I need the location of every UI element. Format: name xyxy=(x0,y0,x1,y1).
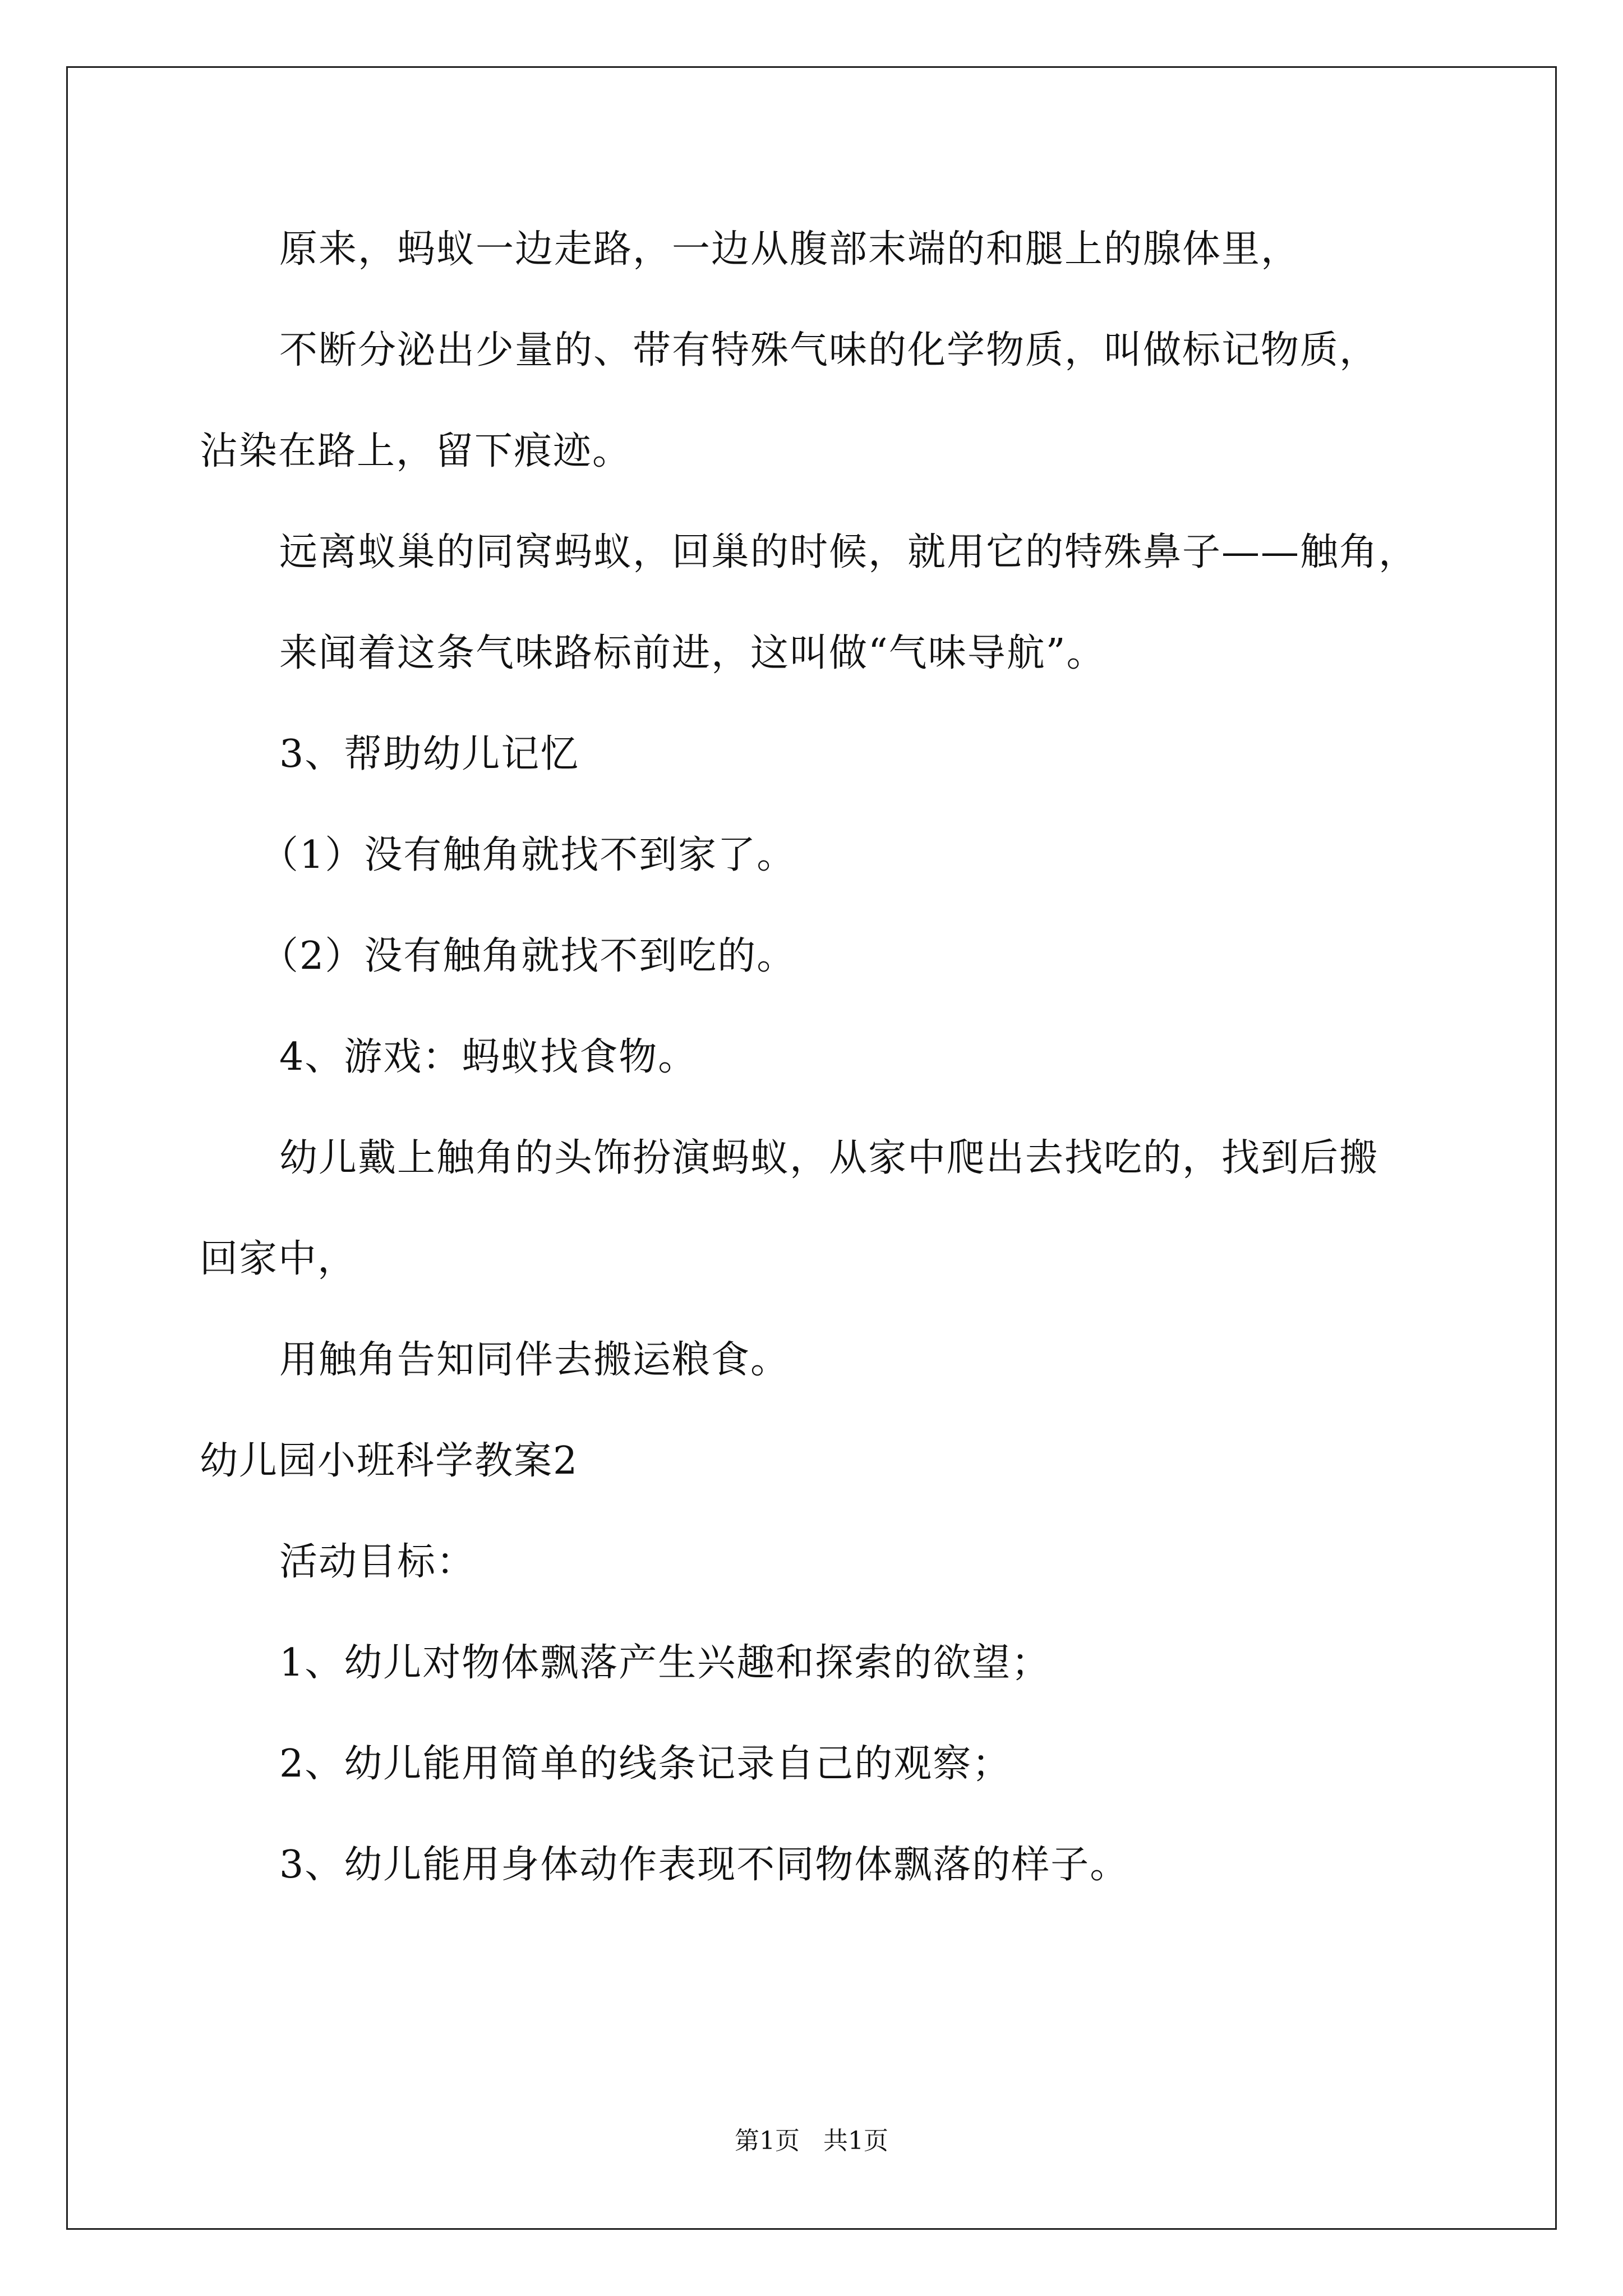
page-number-current: 第1页 xyxy=(735,2127,800,2155)
page-number-total: 共1页 xyxy=(823,2127,888,2155)
list-item: 1、幼儿对物体飘落产生兴趣和探索的欲望； xyxy=(279,1641,1051,1685)
list-item: （2）没有触角就找不到吃的。 xyxy=(260,934,796,978)
paragraph-line: 沾染在路上，留下痕迹。 xyxy=(200,429,632,473)
paragraph-line: 回家中， xyxy=(200,1237,357,1281)
section-heading: 3、帮助幼儿记忆 xyxy=(279,732,580,776)
page-footer xyxy=(0,2126,1623,2156)
list-item: 2、幼儿能用简单的线条记录自己的观察； xyxy=(279,1742,1012,1786)
paragraph-line: 用触角告知同伴去搬运粮食。 xyxy=(279,1338,790,1382)
paragraph-line: 不断分泌出少量的、带有特殊气味的化学物质，叫做标记物质， xyxy=(279,328,1379,372)
paragraph-line: 原来，蚂蚁一边走路，一边从腹部末端的和腿上的腺体里， xyxy=(279,227,1301,272)
list-item: （1）没有触角就找不到家了。 xyxy=(260,833,796,877)
paragraph-line: 来闻着这条气味路标前进，这叫做“气味导航”。 xyxy=(279,631,1106,675)
section-heading: 活动目标： xyxy=(279,1540,476,1584)
list-item: 3、幼儿能用身体动作表现不同物体飘落的样子。 xyxy=(279,1843,1129,1887)
section-heading: 4、游戏：蚂蚁找食物。 xyxy=(279,1035,698,1079)
document-title: 幼儿园小班科学教案2 xyxy=(200,1439,579,1483)
paragraph-line: 幼儿戴上触角的头饰扮演蚂蚁，从家中爬出去找吃的，找到后搬 xyxy=(279,1136,1379,1180)
paragraph-line: 远离蚁巢的同窝蚂蚁，回巢的时候，就用它的特殊鼻子——触角， xyxy=(279,530,1418,574)
